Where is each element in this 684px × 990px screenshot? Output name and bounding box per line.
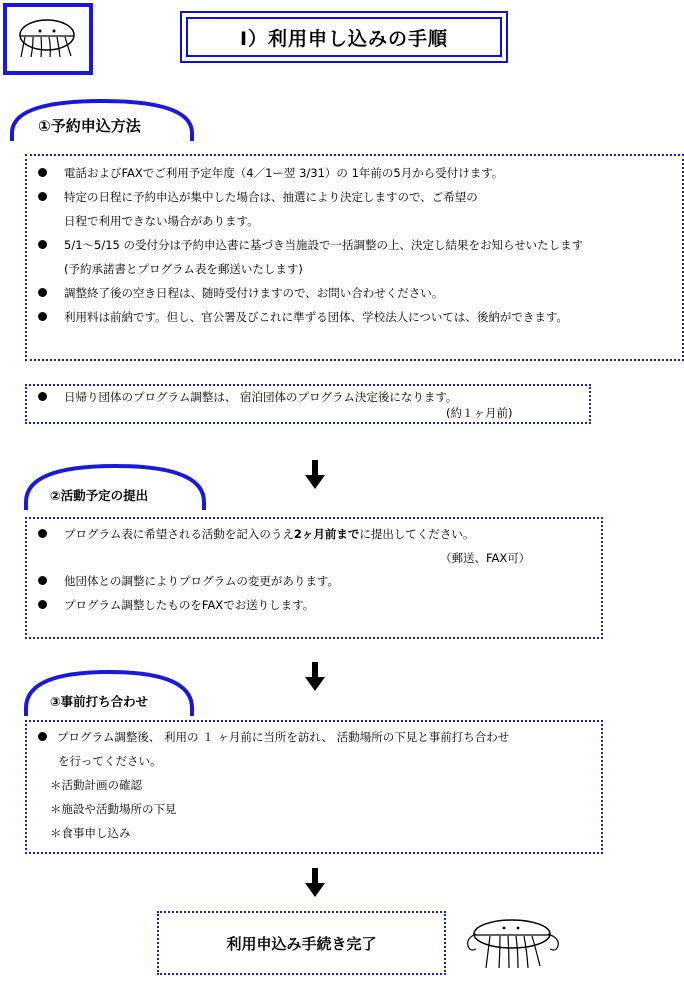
jellyfish-illustration: [460, 912, 570, 974]
section2-item-1-note: （郵送、FAX可）: [440, 551, 531, 565]
section3-sub-3: ＊食事申し込み: [50, 826, 131, 840]
jellyfish-icon: [7, 7, 89, 71]
page-title: Ⅰ）利用申し込みの手順: [186, 17, 502, 57]
section3-heading-tab: [22, 668, 196, 718]
section3-heading: ③事前打ち合わせ: [50, 694, 149, 709]
section1-item-4: 調整終了後の空き日程は、随時受付けますので、お問い合わせください。: [38, 285, 443, 301]
section1-item-5: 利用料は前納です。但し、官公署及びこれに準ずる団体、学校法人については、後納ができます。: [38, 309, 568, 325]
note-line-1: 日帰り団体のプログラム調整は、 宿泊団体のプログラム決定後になります。: [38, 389, 458, 405]
section1-item-2-cont: 日程で利用できない場合があります。: [64, 214, 259, 228]
section1-item-3: 5/1～5/15 の受付分は予約申込書に基づき当施設で一括調整の上、決定し結果をお知らせいたします: [38, 237, 583, 253]
down-arrow-icon: [305, 460, 325, 490]
section1-box: [25, 154, 684, 361]
complete-label: 利用申込み手続き完了: [226, 934, 377, 953]
down-arrow-icon: [305, 662, 325, 692]
section1-item-1: 電話およびFAXでご利用予定年度（4／1ー翌 3/31）の 1年前の5月から受付けます。: [38, 165, 503, 181]
section2-item-3: プログラム調整したものをFAXでお送りします。: [38, 597, 314, 613]
complete-box: [157, 911, 446, 975]
title-box: [180, 11, 508, 63]
section3-sub-2: ＊施設や活動場所の下見: [50, 802, 177, 816]
down-arrow-icon: [305, 868, 325, 898]
section2-heading: ②活動予定の提出: [50, 488, 149, 503]
section1-heading-tab: [8, 97, 196, 143]
section2-item-1: プログラム表に希望される活動を記入のうえ2ヶ月前までに提出してください。: [38, 526, 474, 542]
section2-heading-tab: [22, 462, 208, 512]
section1-heading: ①予約申込方法: [38, 117, 141, 135]
section3-item-1: プログラム調整後、 利用の １ ヶ月前に当所を訪れ、 活動場所の下見と事前打ち合わせ: [38, 729, 509, 745]
section3-sub-1: ＊活動計画の確認: [50, 778, 142, 792]
section1-item-2: 特定の日程に予約申込が集中した場合は、抽選により決定しますので、ご希望の: [38, 189, 478, 205]
jellyfish-icon: [460, 912, 570, 974]
note-line-2: (約１ヶ月前): [446, 406, 513, 420]
jellyfish-logo: [3, 3, 93, 75]
section3-item-1-cont: を行ってください。: [58, 754, 162, 768]
section2-item-2: 他団体との調整によりプログラムの変更があります。: [38, 573, 339, 589]
section1-item-3-cont: (予約承諾書とプログラム表を郵送いたします): [64, 262, 303, 276]
